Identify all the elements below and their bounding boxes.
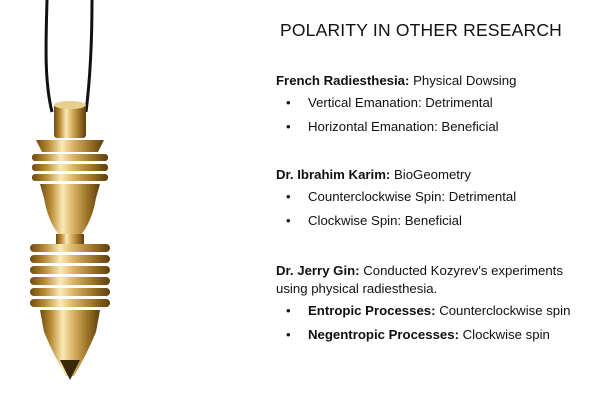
bullet-label: Entropic Processes: (308, 303, 436, 318)
bullet-text: Counterclockwise Spin: Detrimental (308, 189, 517, 204)
bullet-icon: • (286, 303, 291, 318)
bullet-icon: • (286, 327, 291, 342)
bullet-list (276, 302, 592, 344)
bullet-text: Counterclockwise spin (439, 303, 571, 318)
section-name: French Radiesthesia: (276, 73, 410, 88)
section-description: Conducted Kozyrev's experiments using physical radiesthesia. (276, 263, 563, 296)
section-french-radiesthesia (276, 72, 592, 142)
section-jerry-gin (276, 262, 592, 350)
section-description: BioGeometry (394, 167, 471, 182)
section-name: Dr. Jerry Gin: (276, 263, 360, 278)
bullet-list (276, 188, 592, 230)
bullet-icon: • (286, 95, 291, 110)
bullet-text: Horizontal Emanation: Beneficial (308, 119, 499, 134)
list-item (276, 94, 592, 112)
list-item (276, 326, 592, 344)
section-description: Physical Dowsing (413, 73, 517, 88)
list-item (276, 212, 592, 230)
bullet-icon: • (286, 213, 291, 228)
section-name: Dr. Ibrahim Karim: (276, 167, 391, 182)
bullet-text: Vertical Emanation: Detrimental (308, 95, 493, 110)
bullet-icon: • (286, 119, 291, 134)
bullet-icon: • (286, 189, 291, 204)
section-heading (276, 72, 592, 90)
bullet-text: Clockwise spin (462, 327, 550, 342)
cord (46, 0, 92, 112)
section-heading (276, 262, 592, 298)
pendulum-image (0, 0, 240, 400)
list-item (276, 302, 592, 320)
bullet-label: Negentropic Processes: (308, 327, 459, 342)
section-biogeometry (276, 166, 592, 236)
list-item (276, 118, 592, 136)
bullet-list (276, 94, 592, 136)
bullet-text: Clockwise Spin: Beneficial (308, 213, 462, 228)
pendulum-illustration (0, 0, 240, 400)
list-item (276, 188, 592, 206)
section-heading (276, 166, 592, 184)
slide-title: POLARITY IN OTHER RESEARCH (279, 20, 562, 40)
